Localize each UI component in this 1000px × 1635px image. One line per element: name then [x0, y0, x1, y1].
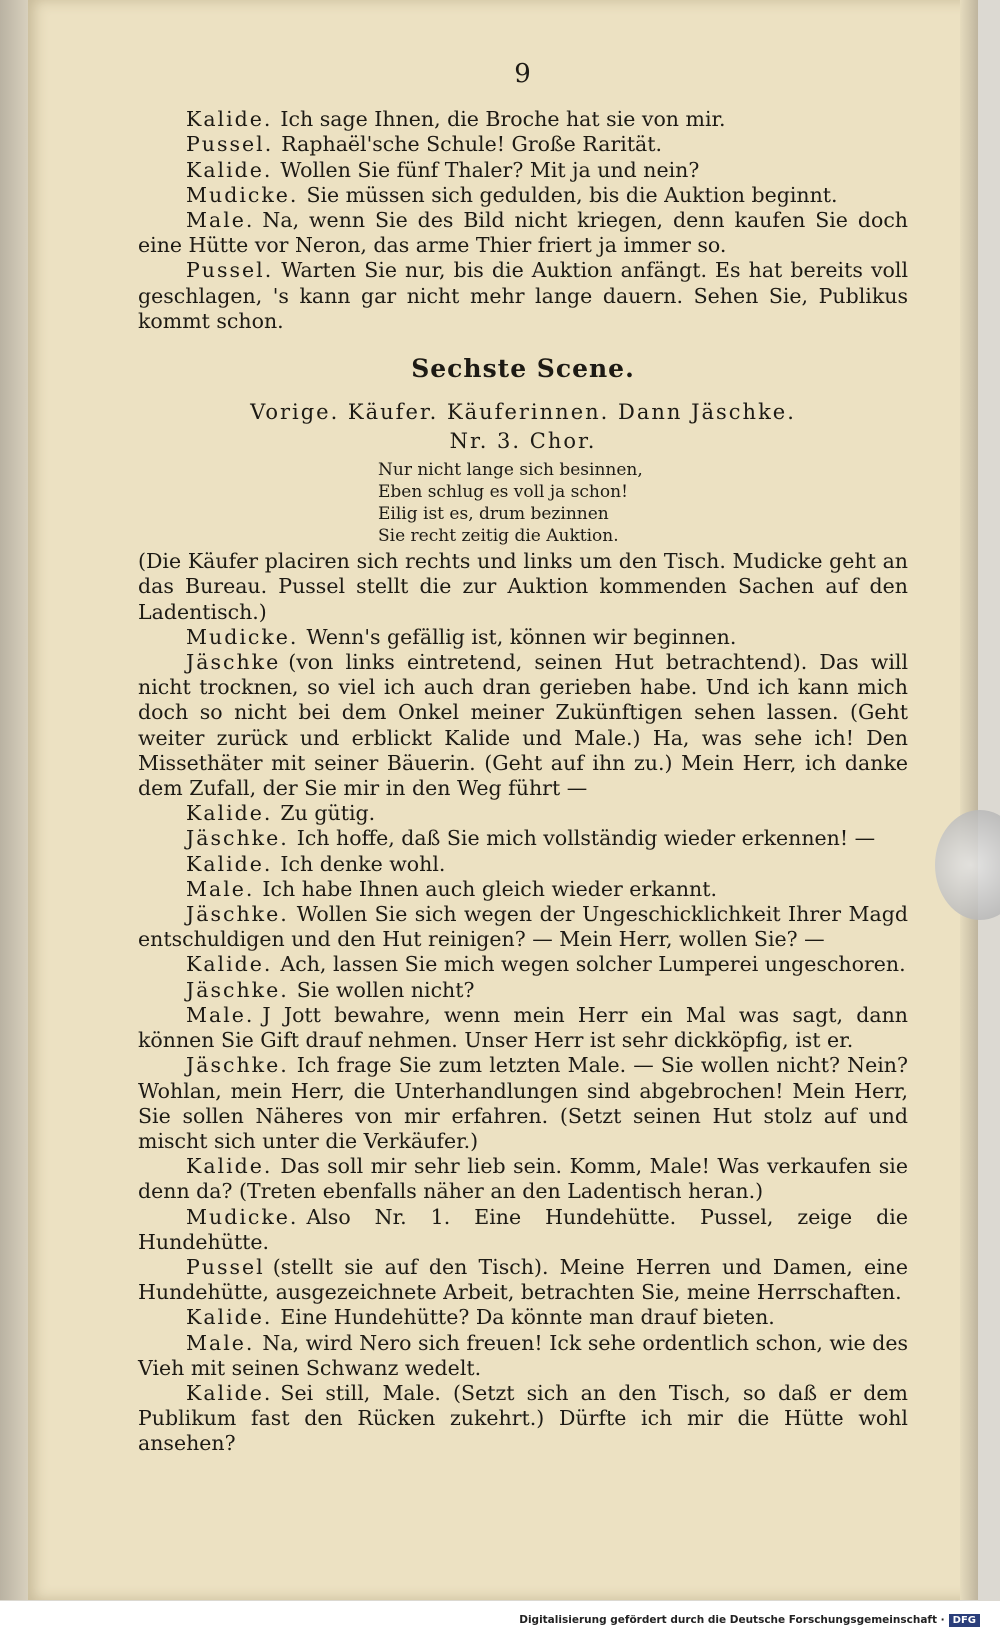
speaker-name: Jäschke. — [186, 1053, 289, 1078]
dialogue-text: Ich habe Ihnen auch gleich wieder erkannt. — [262, 876, 718, 901]
dialogue-text: Eine Hundehütte? Da könnte man drauf bieten. — [280, 1305, 775, 1330]
dialogue-before-scene — [138, 107, 908, 334]
verse-line: Eben schlug es voll ja schon! — [378, 482, 628, 503]
dialogue-line — [138, 826, 908, 851]
dialogue-text: Ich frage Sie zum letzten Male. — Sie wollen nicht? Nein? Wohlan, mein Herr, die Unterhandlungen sind abgebrochen! Mein Herr, Sie sollen Näheres von mir erfahren. (Setzt seinen Hut stolz auf und mischt sich unter die Verkäufer.) — [138, 1053, 908, 1153]
dialogue-line — [138, 132, 908, 157]
dialogue-text: Wollen Sie sich wegen der Ungeschicklichkeit Ihrer Magd entschuldigen und den Hut reinigen? — Mein Herr, wollen Sie? — — [138, 902, 908, 952]
page-number: 9 — [514, 59, 532, 89]
verse-line: Eilig ist es, drum bezinnen — [378, 504, 609, 525]
speaker-name: Jäschke. — [186, 826, 289, 851]
dialogue-text: Ach, lassen Sie mich wegen solcher Lumperei ungeschoren. — [280, 952, 906, 977]
speaker-name: Kalide. — [186, 107, 273, 132]
dialogue-line — [138, 1331, 908, 1381]
scan-binding-shadow — [0, 0, 28, 1600]
dialogue-line — [138, 877, 908, 902]
speaker-name: Jäschke. — [186, 977, 289, 1002]
chorus-verse — [378, 459, 908, 547]
dialogue-line — [138, 650, 908, 801]
dialogue-line — [138, 625, 908, 650]
speaker-name: Jäschke. — [186, 902, 289, 927]
speaker-name: Kalide. — [186, 1305, 273, 1330]
dialogue-text: Zu gütig. — [280, 801, 376, 826]
dialogue-text: J Jott bewahre, wenn mein Herr ein Mal was sagt, dann können Sie Gift drauf nehmen. Unser Herr ist sehr dickköpfig, ist er. — [138, 1002, 908, 1053]
dialogue-line — [138, 1381, 908, 1457]
speaker-name: Kalide. — [186, 851, 273, 876]
speaker-name: Male. — [186, 208, 255, 233]
scene-heading: Sechste Scene. — [411, 354, 635, 384]
dialogue-line — [138, 952, 908, 977]
dialogue-line — [138, 107, 908, 132]
digitization-credit — [519, 1614, 980, 1627]
dialogue-after-scene — [138, 625, 908, 1457]
dialogue-line — [138, 258, 908, 334]
dialogue-line — [138, 902, 908, 952]
book-page — [28, 0, 978, 1600]
page-edge — [960, 0, 978, 1600]
speaker-name: Mudicke. — [186, 182, 299, 207]
dialogue-line — [138, 1305, 908, 1330]
dialogue-text: Sie wollen nicht? — [296, 977, 475, 1002]
dfg-logo: DFG — [949, 1614, 980, 1627]
verse-line: Sie recht zeitig die Auktion. — [378, 526, 619, 547]
speaker-name: Male. — [186, 876, 255, 901]
dialogue-text: Warten Sie nur, bis die Auktion anfängt. Es hat bereits voll geschlagen, 's kann gar nicht mehr lange dauern. Sehen Sie, Publikus kommt schon. — [138, 258, 908, 333]
speaker-name: Jäschke — [186, 650, 281, 675]
dialogue-text: (stellt sie auf den Tisch). Meine Herren und Damen, eine Hundehütte, ausgezeichnete Arbeit, betrachten Sie, meine Herrschaften. — [138, 1254, 908, 1305]
song-title: Nr. 3. Chor. — [449, 429, 597, 454]
stage-direction: (Die Käufer placiren sich rechts und links um den Tisch. Mudicke geht an das Bureau. Pussel stellt die zur Auktion kommenden Sachen auf den Ladentisch.) — [138, 549, 908, 624]
dialogue-text: Sie müssen sich gedulden, bis die Auktion beginnt. — [306, 182, 838, 207]
dialogue-text: Na, wird Nero sich freuen! Ick sehe ordentlich schon, wie des Vieh mit seinen Schwanz wedelt. — [138, 1330, 908, 1380]
speaker-name: Male. — [186, 1002, 255, 1027]
dialogue-text: Wenn's gefällig ist, können wir beginnen. — [306, 624, 737, 649]
speaker-name: Kalide. — [186, 801, 273, 826]
dialogue-text: Sei still, Male. (Setzt sich an den Tisch, so daß er dem Publikum fast den Rücken zukehrt.) Dürfte ich mir die Hütte wohl ansehen? — [138, 1380, 908, 1456]
speaker-name: Kalide. — [186, 157, 273, 182]
dialogue-text: Also Nr. 1. Eine Hundehütte. Pussel, zeige die Hundehütte. — [138, 1204, 908, 1254]
dialogue-line — [138, 978, 908, 1003]
speaker-name: Kalide. — [186, 1154, 273, 1179]
dialogue-line — [138, 1154, 908, 1204]
dialogue-line — [138, 1003, 908, 1053]
dialogue-line — [138, 801, 908, 826]
dialogue-line — [138, 1255, 908, 1305]
speaker-name: Kalide. — [186, 952, 273, 977]
dialogue-text: Ich hoffe, daß Sie mich vollständig wieder erkennen! — — [296, 826, 876, 851]
dialogue-text: Ich denke wohl. — [280, 851, 446, 876]
dialogue-text: Na, wenn Sie des Bild nicht kriegen, denn kaufen Sie doch eine Hütte vor Neron, das arme Thier friert ja immer so. — [138, 208, 908, 258]
verse-line: Nur nicht lange sich besinnen, — [378, 460, 643, 481]
speaker-name: Mudicke. — [186, 1204, 299, 1229]
credit-text: Digitalisierung gefördert durch die Deutsche Forschungsgemeinschaft · — [519, 1614, 945, 1626]
speaker-name: Mudicke. — [186, 624, 299, 649]
speaker-name: Pussel — [186, 1254, 265, 1279]
dialogue-text: Wollen Sie fünf Thaler? Mit ja und nein? — [280, 157, 700, 182]
cast-line: Vorige. Käufer. Käuferinnen. Dann Jäschke. — [250, 400, 796, 425]
dialogue-line — [138, 183, 908, 208]
dialogue-text: (von links eintretend, seinen Hut betrachtend). Das will nicht trocknen, so viel ich auch dran gerieben habe. Und ich kann mich doch so nicht bei dem Onkel meiner Zukünftigen sehen lassen. (Geht weiter zurück und erblickt Kalide und Male.) Ha, was sehe ich! Den Missethäter mit seiner Bäuerin. (Geht auf ihn zu.) Mein Herr, ich danke dem Zufall, der Sie mir in den Weg führt — — [138, 650, 908, 801]
dialogue-text: Das soll mir sehr lieb sein. Komm, Male! Was verkaufen sie denn da? (Treten ebenfalls näher an den Ladentisch heran.) — [138, 1154, 908, 1204]
dialogue-text: Raphaël'sche Schule! Große Rarität. — [281, 132, 663, 157]
dialogue-line — [138, 1053, 908, 1154]
dialogue-text: Ich sage Ihnen, die Broche hat sie von mir. — [280, 107, 726, 132]
dialogue-line — [138, 208, 908, 258]
speaker-name: Pussel. — [186, 258, 274, 283]
dialogue-line — [138, 158, 908, 183]
dialogue-line — [138, 1205, 908, 1255]
speaker-name: Male. — [186, 1330, 255, 1355]
page-content — [138, 59, 908, 1457]
dialogue-line — [138, 852, 908, 877]
speaker-name: Pussel. — [186, 132, 274, 157]
speaker-name: Kalide. — [186, 1380, 273, 1405]
